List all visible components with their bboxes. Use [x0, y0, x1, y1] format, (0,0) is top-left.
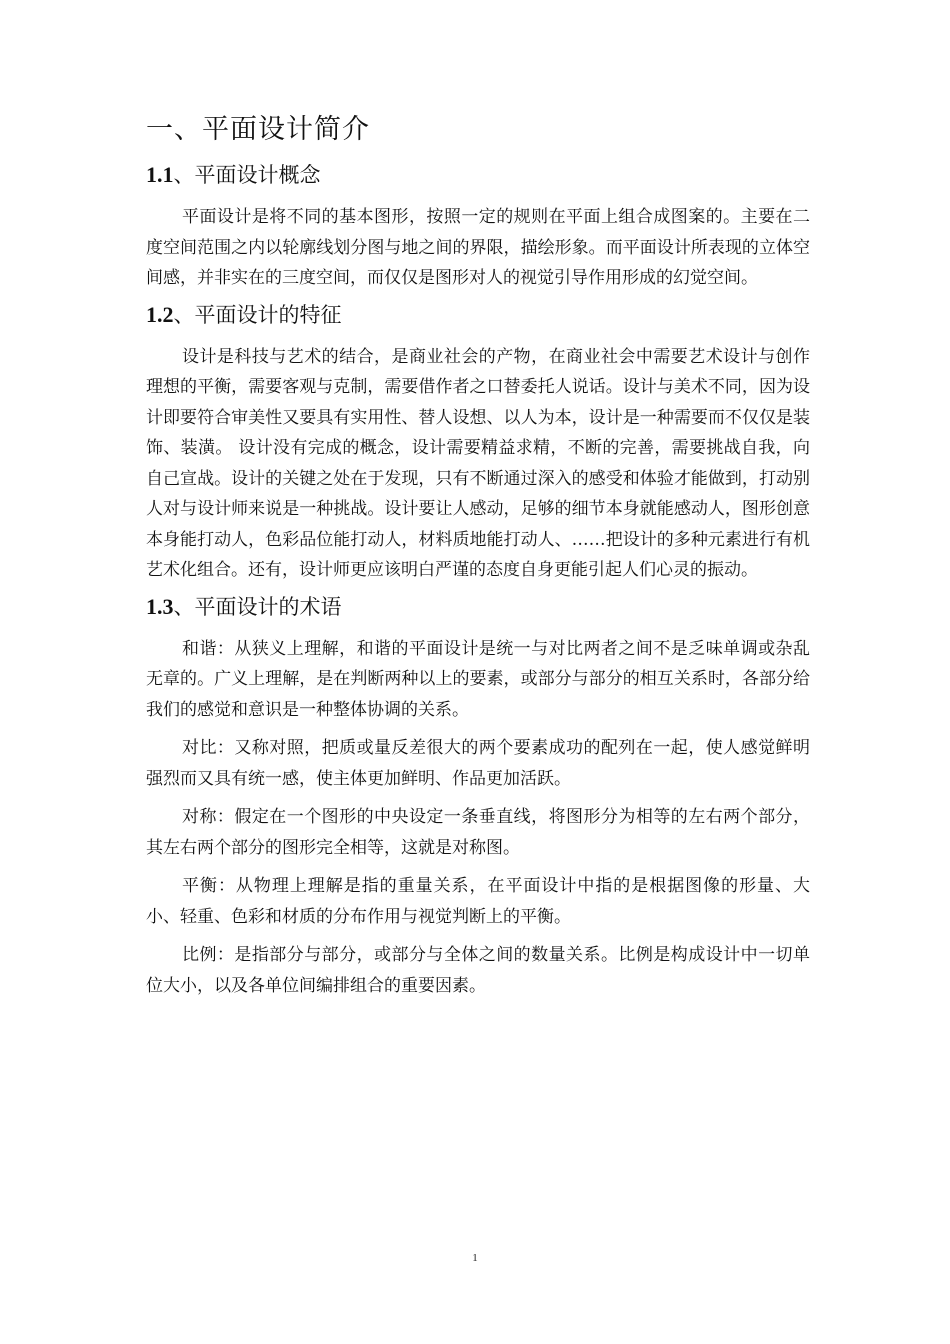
- term-paragraph-proportion: 比例：是指部分与部分，或部分与全体之间的数量关系。比例是构成设计中一切单位大小，以及各单位间编排组合的重要因素。: [146, 945, 810, 996]
- paragraph: 设计是科技与艺术的结合，是商业社会的产物，在商业社会中需要艺术设计与创作理想的平衡，需要客观与克制，需要借作者之口替委托人说话。设计与美术不同，因为设计即要符合审美性又要具有实用性、替人设想、以人为本，设计是一种需要而不仅仅是装饰、装潢。 设计没有完成的概念，设计需要精益求精，不断的完善，需要挑战自我，向自己宣战。设计的关键之处在于发现，只有不断通过深入的感受和体验才能做到，打动别人对与设计师来说是一种挑战。设计要让人感动，足够的细节本身就能感动人，图形创意本身能打动人，色彩品位能打动人，材料质地能打动人、……把设计的多种元素进行有机艺术化组合。还有，设计师更应该明白严谨的态度自身更能引起人们心灵的振动。: [146, 346, 810, 580]
- term-paragraph-contrast: 对比：又称对照，把质或量反差很大的两个要素成功的配列在一起，使人感觉鲜明强烈而又具有统一感，使主体更加鲜明、作品更加活跃。: [146, 738, 810, 789]
- page-number: 1: [472, 1252, 478, 1264]
- term-paragraph-harmony: 和谐：从狭义上理解，和谐的平面设计是统一与对比两者之间不是乏味单调或杂乱无章的。广义上理解，是在判断两种以上的要素，或部分与部分的相互关系时，各部分给我们的感觉和意识是一种整体协调的关系。: [146, 638, 810, 720]
- section-1-1: [146, 158, 810, 294]
- section-number: 1.3: [146, 593, 174, 619]
- section-1-3: [146, 590, 810, 1002]
- section-title: 、平面设计的特征: [173, 302, 342, 327]
- section-1-2: [146, 298, 810, 586]
- page-content: [146, 110, 810, 1009]
- section-heading: [146, 590, 810, 624]
- section-number: 1.2: [146, 301, 174, 327]
- section-number: 1.1: [146, 162, 174, 187]
- term-paragraph-balance: 平衡：从物理上理解是指的重量关系，在平面设计中指的是根据图像的形量、大小、轻重、色彩和材质的分布作用与视觉判断上的平衡。: [146, 876, 810, 927]
- chapter-title: 一、平面设计简介: [146, 114, 370, 145]
- section-title: 、平面设计的术语: [173, 594, 342, 619]
- term-paragraph-symmetry: 对称：假定在一个图形的中央设定一条垂直线，将图形分为相等的左右两个部分，其左右两个部分的图形完全相等，这就是对称图。: [146, 807, 810, 858]
- paragraph: 平面设计是将不同的基本图形，按照一定的规则在平面上组合成图案的。主要在二度空间范围之内以轮廓线划分图与地之间的界限，描绘形象。而平面设计所表现的立体空间感，并非实在的三度空间，而仅仅是图形对人的视觉引导作用形成的幻觉空间。: [146, 207, 810, 288]
- section-heading: [146, 158, 810, 192]
- section-title: 、平面设计概念: [173, 163, 321, 187]
- section-heading: [146, 298, 810, 332]
